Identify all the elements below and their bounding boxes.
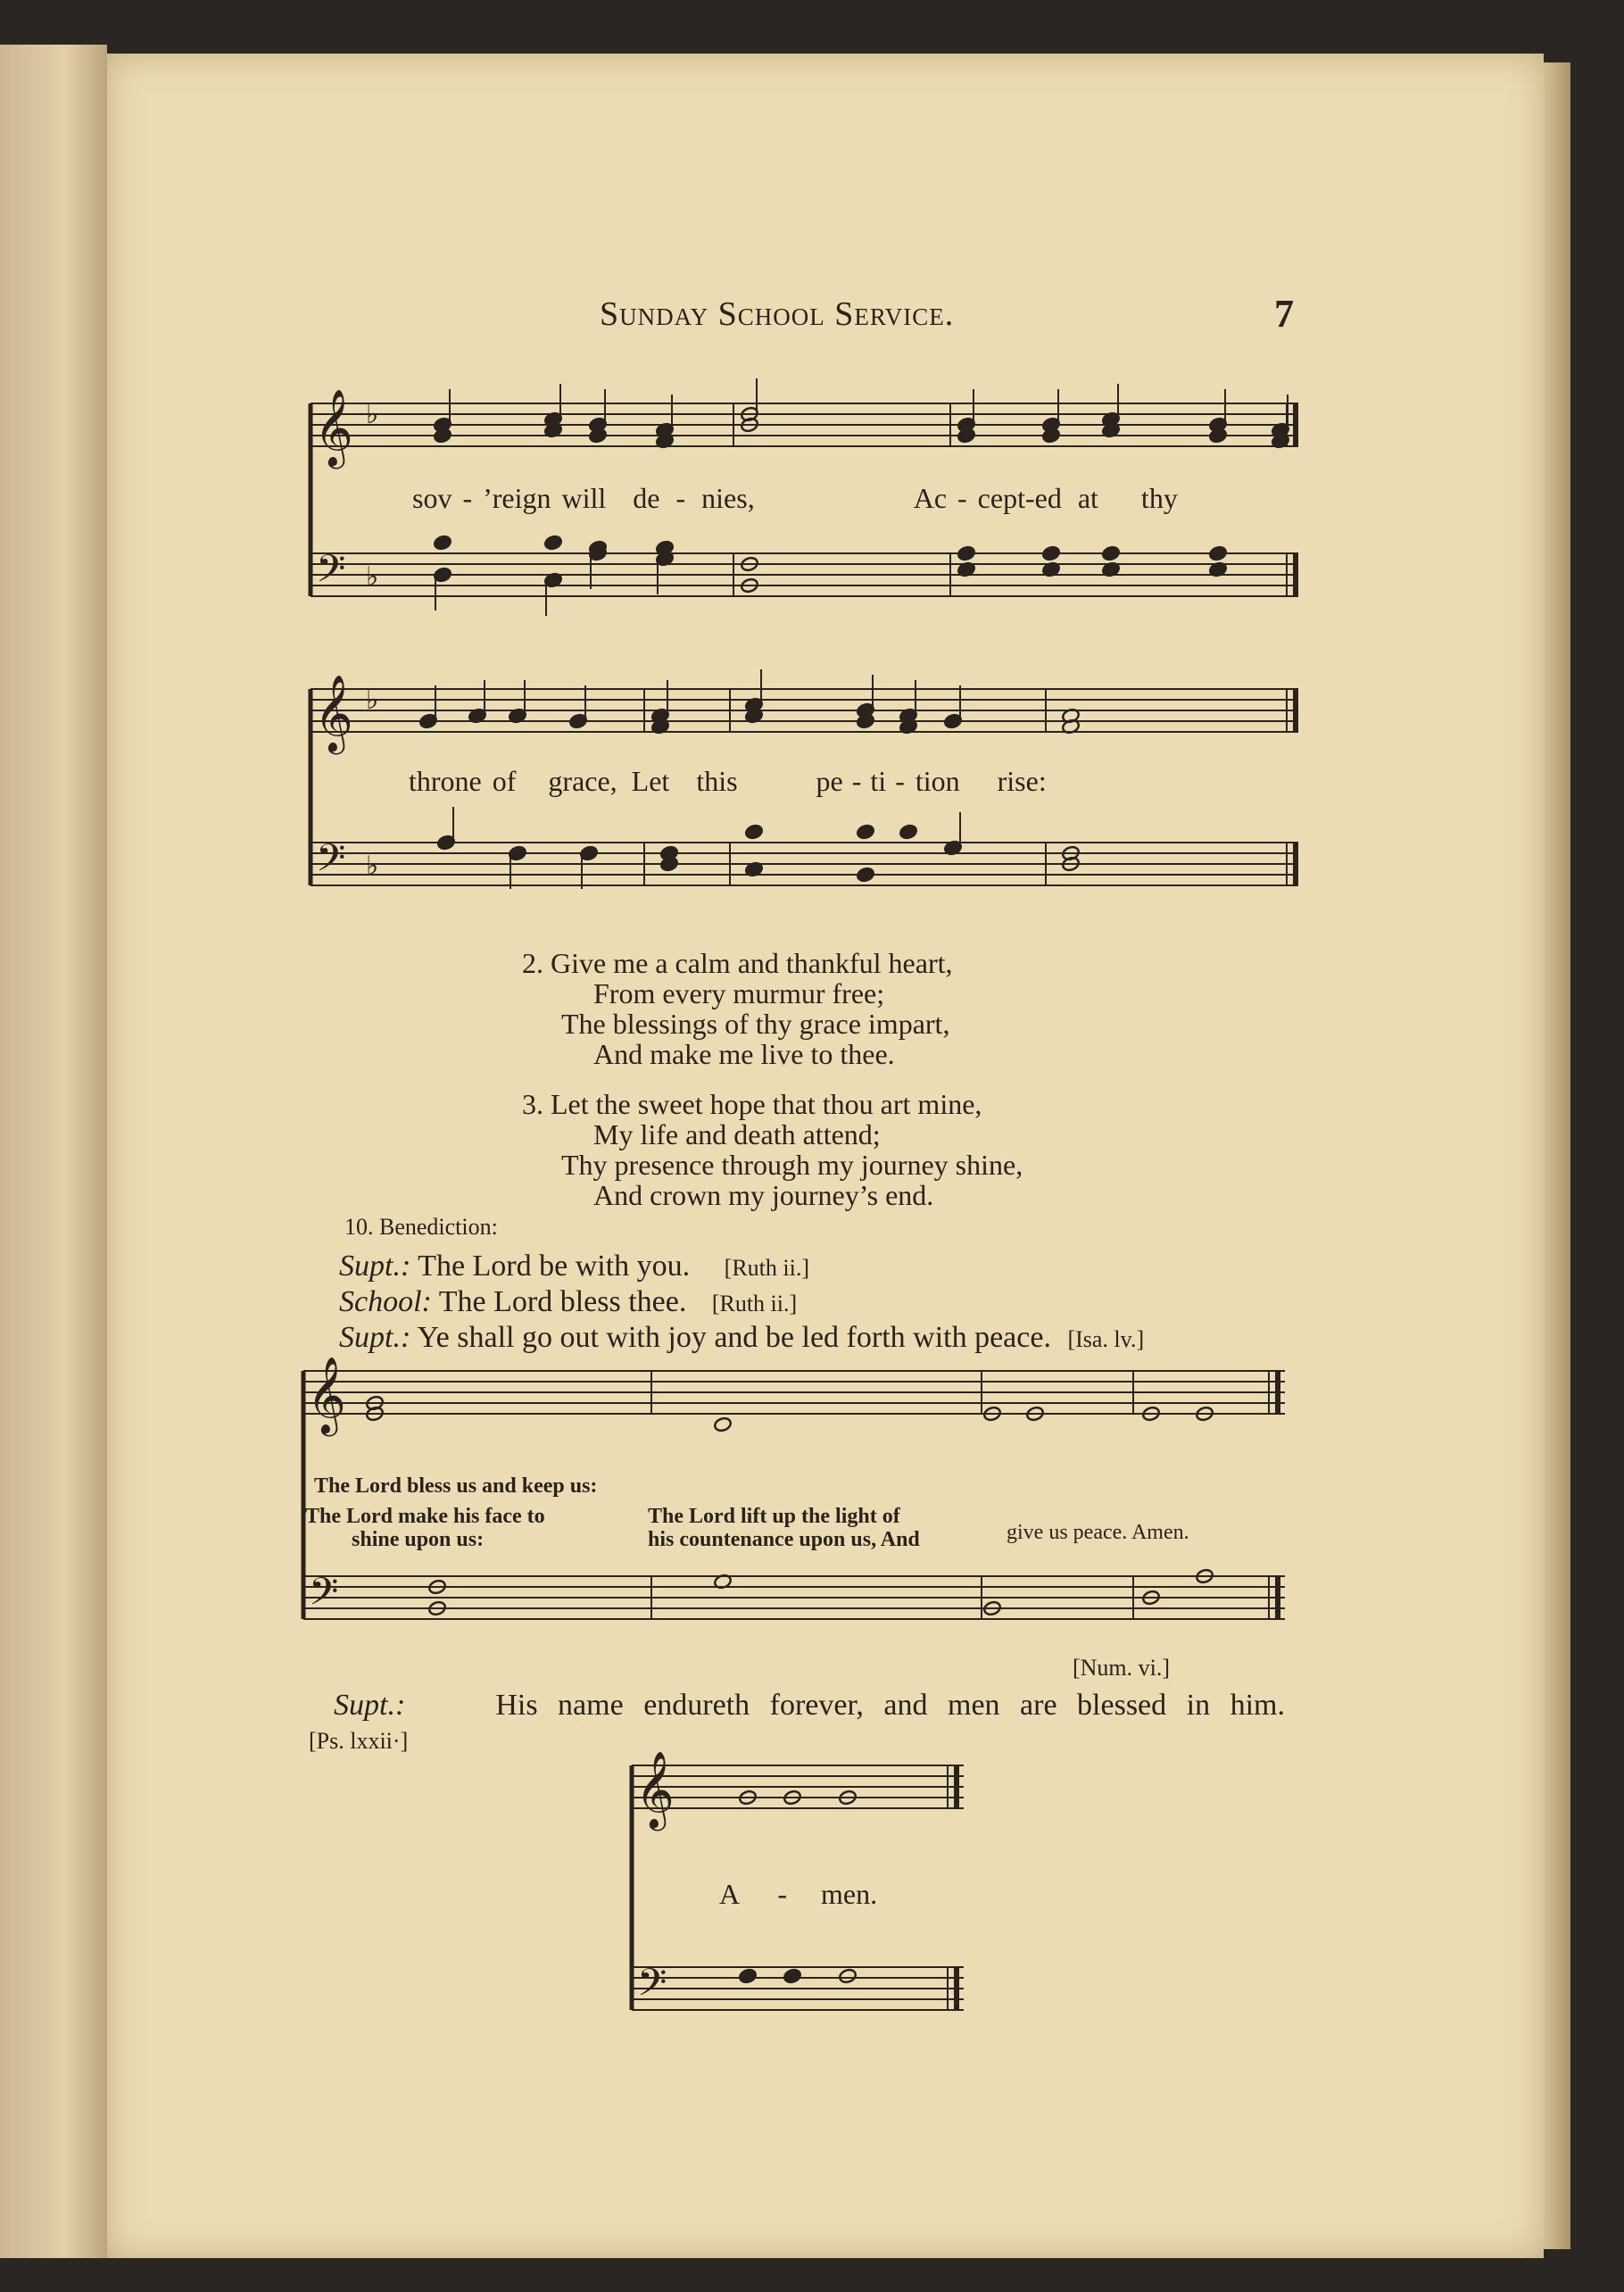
note-head — [1041, 545, 1060, 561]
response-text: Ye shall go out with joy and be led forth with peace. — [417, 1321, 1051, 1354]
speaker-label: Supt.: — [339, 1250, 411, 1283]
benediction-line-3 — [339, 1321, 1144, 1355]
lyric-syllable: grace, — [548, 765, 617, 797]
lyric-syllable: tion — [915, 765, 960, 797]
treble-clef: 𝄞 — [314, 389, 353, 466]
final-scripture-ref: [Ps. lxxii·] — [309, 1728, 409, 1754]
verse-line: Let the sweet hope that thou art mine, — [551, 1088, 982, 1120]
note-head — [1101, 545, 1120, 561]
lyric-syllable: this — [696, 765, 738, 797]
note-head — [738, 1968, 757, 1984]
final-response — [334, 1689, 1285, 1723]
lyric-syllable: - — [895, 765, 905, 797]
lyric-syllable: cept-ed — [977, 482, 1062, 514]
chant-line-1: The Lord bless us and keep us: — [314, 1474, 598, 1498]
note-head — [1208, 545, 1227, 561]
lyric-syllable: throne — [409, 765, 482, 797]
benediction-line-1 — [339, 1250, 809, 1283]
lyric-syllable: sov — [412, 482, 452, 514]
lyric-syllable: de — [633, 482, 660, 514]
chant-scripture-ref: [Num. vi.] — [1073, 1655, 1171, 1681]
lyric-syllable: rise: — [997, 765, 1047, 797]
bass-clef: 𝄢 — [316, 836, 346, 890]
verse-2 — [522, 948, 952, 1069]
verse-3 — [522, 1089, 1023, 1210]
note-head — [957, 545, 975, 561]
scripture-ref: [Ruth ii.] — [711, 1291, 798, 1316]
treble-clef: 𝄞 — [307, 1357, 346, 1433]
treble-clef: 𝄞 — [314, 675, 353, 752]
note-head — [713, 1416, 732, 1432]
speaker-label: School: — [339, 1285, 432, 1318]
verse-number: 2. — [522, 947, 543, 979]
scripture-ref: [Ruth ii.] — [724, 1255, 810, 1281]
flat-sign: ♭ — [366, 399, 379, 430]
note-head — [433, 535, 452, 551]
speaker-label: Supt.: — [339, 1321, 411, 1354]
lyric-syllable: A — [719, 1878, 739, 1910]
lyric-syllable: nies, — [701, 482, 755, 514]
bass-clef: 𝄢 — [309, 1570, 339, 1624]
benediction-line-2 — [339, 1285, 797, 1319]
lyric-syllable: thy — [1140, 482, 1178, 514]
lyric-syllable: ti — [870, 765, 887, 797]
note-head — [899, 824, 917, 840]
lyric-syllable: - — [462, 482, 473, 514]
lyric-syllable: pe — [816, 765, 843, 797]
response-text: The Lord bless thee. — [438, 1285, 687, 1318]
lyric-system-2 — [409, 765, 1047, 798]
verse-number: 3. — [522, 1088, 543, 1120]
amen-lyrics — [719, 1878, 877, 1911]
lyric-syllable: of — [492, 765, 517, 797]
lyric-syllable: - — [851, 765, 862, 797]
note-head — [543, 535, 562, 551]
page-number: 7 — [1274, 292, 1294, 336]
verse-line: My life and death attend; — [593, 1118, 881, 1150]
verse-line: And make me live to thee. — [593, 1038, 895, 1070]
verse-line: Give me a calm and thankful heart, — [551, 947, 953, 979]
treble-clef: 𝄞 — [635, 1751, 675, 1828]
note-head — [856, 867, 874, 883]
verse-line: The blessings of thy grace impart, — [561, 1008, 950, 1040]
response-text: His name endureth forever, and men are blessed in him. — [495, 1689, 1285, 1722]
chant-line-2b: shine upon us: — [352, 1528, 485, 1551]
chant-line-3b: his countenance upon us, And — [648, 1528, 920, 1551]
bass-clef: 𝄢 — [637, 1961, 667, 2014]
note-head — [838, 1968, 857, 1984]
benediction-heading: 10. Benediction: — [344, 1214, 498, 1240]
scripture-ref: [Isa. lv.] — [1067, 1326, 1145, 1352]
note-head — [744, 824, 763, 840]
running-title: Sunday School Service. — [600, 295, 955, 333]
lyric-syllable: Ac — [913, 482, 948, 514]
flat-sign: ♭ — [366, 561, 379, 593]
note-head — [856, 824, 874, 840]
note-head — [783, 1968, 801, 1984]
lyric-syllable: - — [777, 1878, 787, 1910]
speaker-label: Supt.: — [334, 1689, 406, 1722]
bass-clef: 𝄢 — [316, 547, 346, 601]
chant-line-2a: The Lord make his face to — [305, 1505, 545, 1528]
verse-line: From every murmur free; — [593, 977, 885, 1009]
chant-line-4: give us peace. Amen. — [1007, 1521, 1189, 1544]
lyric-syllable: at — [1077, 482, 1098, 514]
verse-line: And crown my journey’s end. — [593, 1179, 934, 1211]
response-text: The Lord be with you. — [418, 1250, 691, 1283]
verse-line: Thy presence through my journey shine, — [561, 1149, 1023, 1181]
flat-sign: ♭ — [366, 851, 379, 882]
lyric-syllable: men. — [821, 1878, 878, 1910]
lyric-syllable: Let — [631, 765, 670, 797]
lyric-system-1 — [412, 482, 1178, 515]
lyric-syllable: will — [561, 482, 607, 514]
lyric-syllable: ’reign — [483, 482, 551, 514]
chant-line-3a: The Lord lift up the light of — [648, 1505, 900, 1528]
lyric-syllable: - — [957, 482, 967, 514]
flat-sign: ♭ — [366, 685, 379, 716]
lyric-syllable: - — [675, 482, 686, 514]
